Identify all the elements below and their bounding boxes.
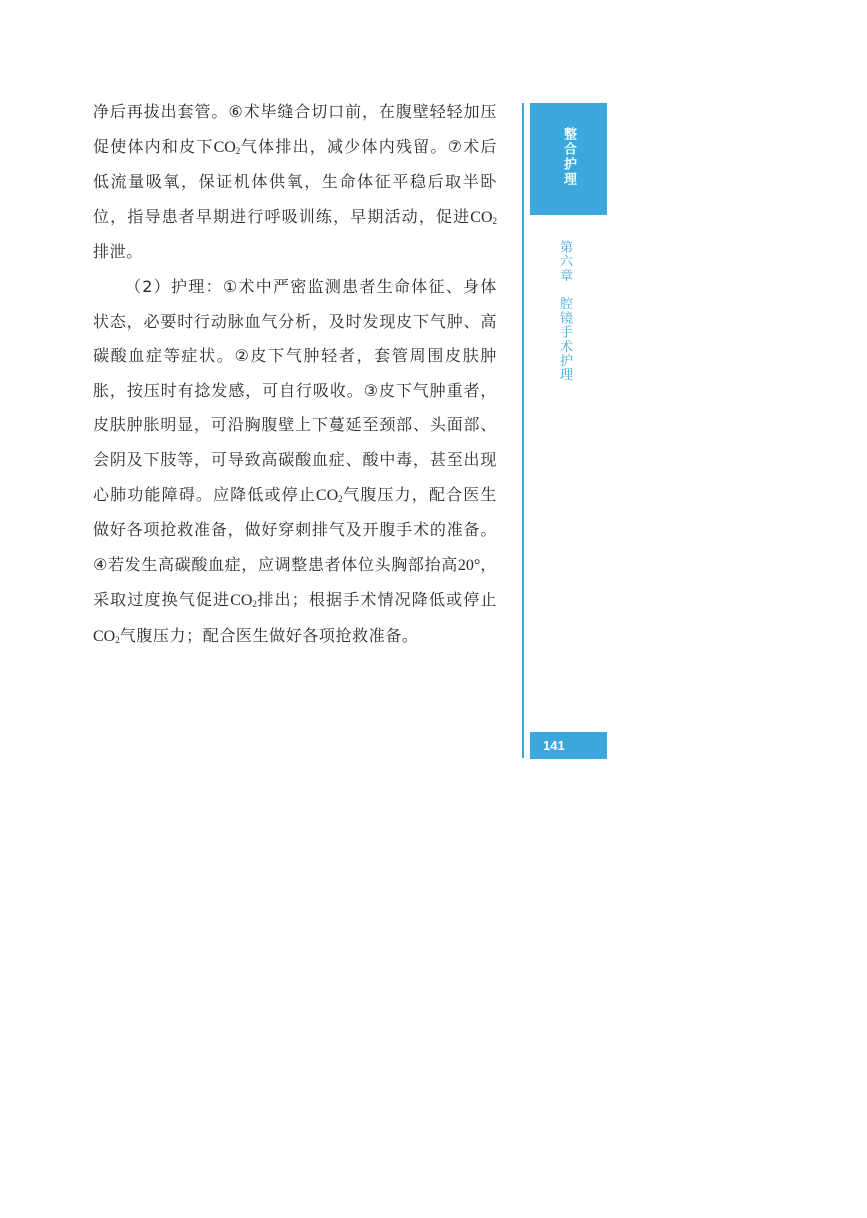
formula-main: CO — [213, 138, 236, 156]
paragraph-2-part-c: ，采取过度换气促进 — [93, 554, 497, 610]
formula-main: CO — [93, 627, 116, 645]
paragraph-2-part-a: （2）护理：①术中严密监测患者生命体征、身体状态，必要时行动脉血气分析，及时发现皮下气肿、高碳酸血症等症状。②皮下气肿轻者，套管周围皮肤肿胀，按压时有捻发感，可自行吸收。③皮下气肿重者，皮肤肿胀明显，可沿胸腹壁上下蔓延至颈部、头面部、会阴及下肢等，可导致高碳酸血症、酸中毒，甚至出现心肺功能障碍。应降低或停止 — [93, 276, 497, 504]
angle-value: 20° — [457, 556, 481, 574]
formula-main: CO — [230, 592, 253, 610]
vertical-divider — [522, 103, 524, 758]
formula-subscript: 2 — [252, 599, 257, 610]
paragraph-2-part-e: 气腹压力；配合医生做好各项抢救准备。 — [119, 625, 419, 645]
formula-subscript: 2 — [115, 634, 120, 645]
co2-formula — [230, 592, 257, 609]
paragraph-2 — [93, 270, 497, 655]
co2-formula — [93, 628, 120, 645]
formula-subscript: 2 — [492, 215, 497, 226]
co2-formula — [470, 209, 497, 226]
page-number — [530, 732, 607, 759]
co2-formula — [214, 139, 241, 156]
body-text — [93, 95, 497, 655]
paragraph-1-part-a: 净后再拔出套管。⑥术毕缝合切口前，在腹壁轻轻加压促使体内和皮下 — [93, 102, 497, 156]
chapter-title — [555, 240, 579, 400]
co2-formula — [316, 487, 343, 504]
section-tab — [530, 103, 607, 215]
formula-subscript: 2 — [338, 493, 343, 504]
section-tab-label: 整合护理 — [561, 127, 576, 187]
formula-main: CO — [470, 208, 493, 226]
formula-subscript: 2 — [235, 145, 241, 156]
paragraph-2-part-d: 排出；根据手术情况降低或停止 — [256, 590, 497, 610]
formula-main: CO — [315, 486, 339, 504]
paragraph-1-part-b: 气体排出，减少体内残留。⑦术后低流量吸氧，保证机体供氧，生命体征平稳后取半卧位，指导患者早期进行呼吸训练，早期活动，促进 — [93, 136, 497, 226]
page-number-label: 141 — [543, 738, 565, 753]
paragraph-2-part-b: 气腹压力，配合医生做好各项抢救准备，做好穿刺排气及开腹手术的准备。④若发生高碳酸血症，应调整患者体位头胸部抬高 — [93, 484, 497, 574]
paragraph-1-part-c: 排泄。 — [93, 242, 143, 262]
chapter-title-label: 第六章 腔镜手术护理 — [557, 240, 572, 382]
paragraph-1 — [93, 95, 497, 270]
